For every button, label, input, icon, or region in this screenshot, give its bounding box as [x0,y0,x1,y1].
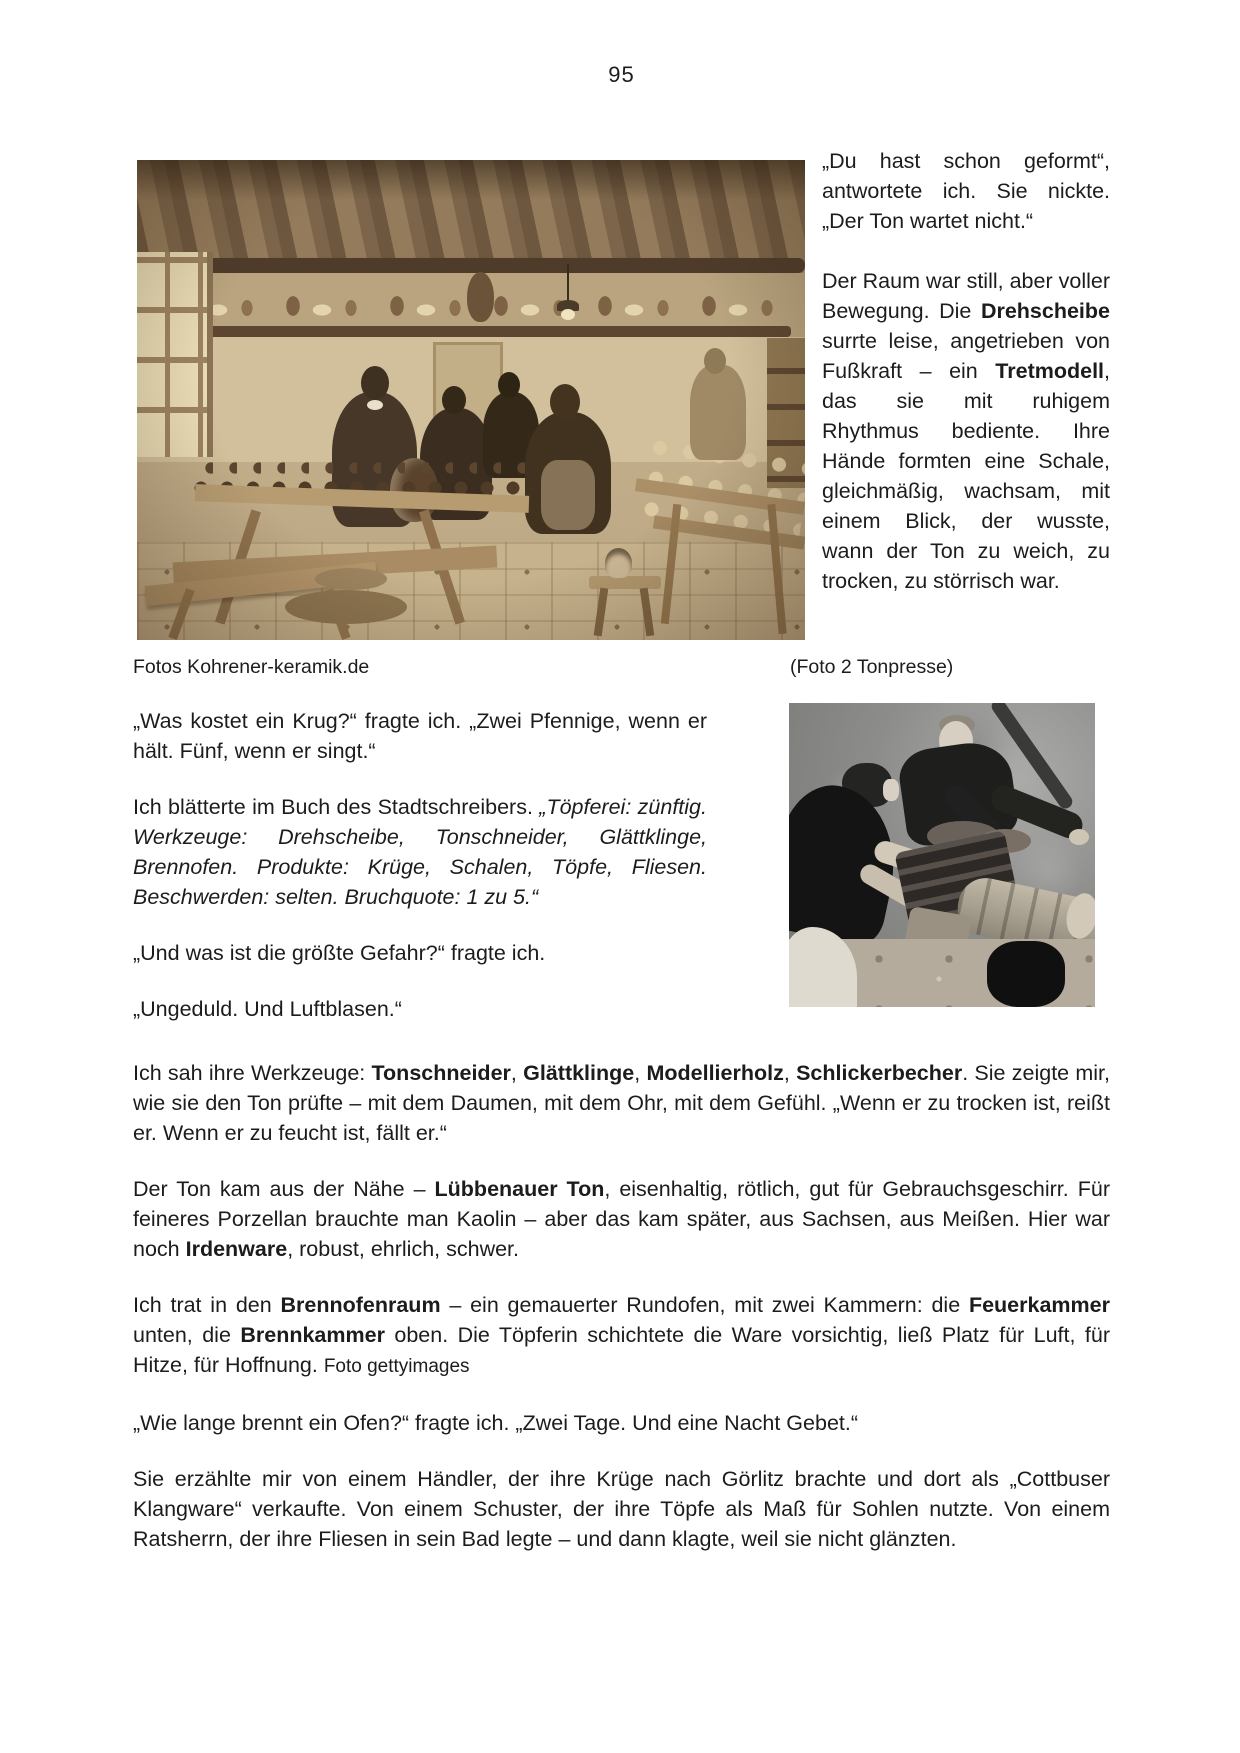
paragraph: „Ungeduld. Und Luftblasen.“ [133,997,402,1021]
workshop-photo [137,160,805,640]
paragraph: Ich sah ihre Werkzeuge: Tonschneider, Glättklinge, Modellierholz, Schlickerbecher. Sie zeigte mir, wie sie den Ton prüfte – mit dem Daumen, mit dem Ohr, mit dem Gefühl. „Wenn er zu trocken ist, reißt er. Wenn er zu feucht ist, fällt er.“ [133,1061,1111,1145]
paragraph: „Du hast schon geformt“, antwortete ich. Sie nickte. „Der Ton wartet nicht.“ [822,149,1110,233]
dark-foreground-figure [987,941,1065,1007]
page-number: 95 [608,62,635,87]
main-text-column [133,1058,1110,1580]
photo-vignette [137,160,805,640]
left-text-column [133,706,707,1050]
tonpresse-photo [789,703,1095,1007]
paragraph: „Und was ist die größte Gefahr?“ fragte ich. [133,941,546,965]
photo-credit: Fotos Kohrener-keramik.de [133,656,370,678]
paragraph: „Was kostet ein Krug?“ fragte ich. „Zwei Pfennige, wenn er hält. Fünf, wenn er singt.“ [133,709,707,763]
paragraph: Ich trat in den Brennofenraum – ein gemauerter Rundofen, mit zwei Kammern: die Feuerkammer unten, die Brennkammer oben. Die Töpferin schichtete die Ware vorsichtig, ließ Platz für Luft, für Hitze, für Hoffnung. Foto gettyimages [133,1293,1110,1377]
photo2-caption: (Foto 2 Tonpresse) [790,656,954,678]
paragraph: „Wie lange brennt ein Ofen?“ fragte ich. „Zwei Tage. Und eine Nacht Gebet.“ [133,1411,859,1435]
woman-face [883,779,899,801]
right-text-column [822,146,1110,626]
paragraph: Sie erzählte mir von einem Händler, der ihre Krüge nach Görlitz brachte und dort als „Cottbuser Klangware“ verkaufte. Von einem Schuster, der ihre Töpfe als Maß für Sohlen nutzte. Von einem Ratsherrn, der ihre Fliesen in sein Bad legte – und dann klagte, weil sie nicht glänzten. [133,1467,1110,1551]
paragraph: Der Ton kam aus der Nähe – Lübbenauer Ton, eisenhaltig, rötlich, gut für Gebrauchsgeschirr. Für feineres Porzellan brauchte man Kaolin – aber das kam später, aus Sachsen, aus Meißen. Hier war noch Irdenware, robust, ehrlich, schwer. [133,1177,1110,1261]
paragraph: Der Raum war still, aber voller Bewegung. Die Drehscheibe surrte leise, angetrieben von Fußkraft – ein Tretmodell, das sie mit ruhigem Rhythmus bediente. Ihre Hände formten eine Schale, gleichmäßig, wachsam, mit einem Blick, der wusste, wann der Ton zu weich, zu trocken, zu störrisch war. [822,269,1110,593]
paragraph: Ich blätterte im Buch des Stadtschreibers. „Töpferei: zünftig. Werkzeuge: Drehscheibe, Tonschneider, Glättklinge, Brennofen. Produkte: Krüge, Schalen, Töpfe, Fliesen. Beschwerden: selten. Bruchquote: 1 zu 5.“ [133,795,707,909]
man-hand [1069,829,1089,845]
